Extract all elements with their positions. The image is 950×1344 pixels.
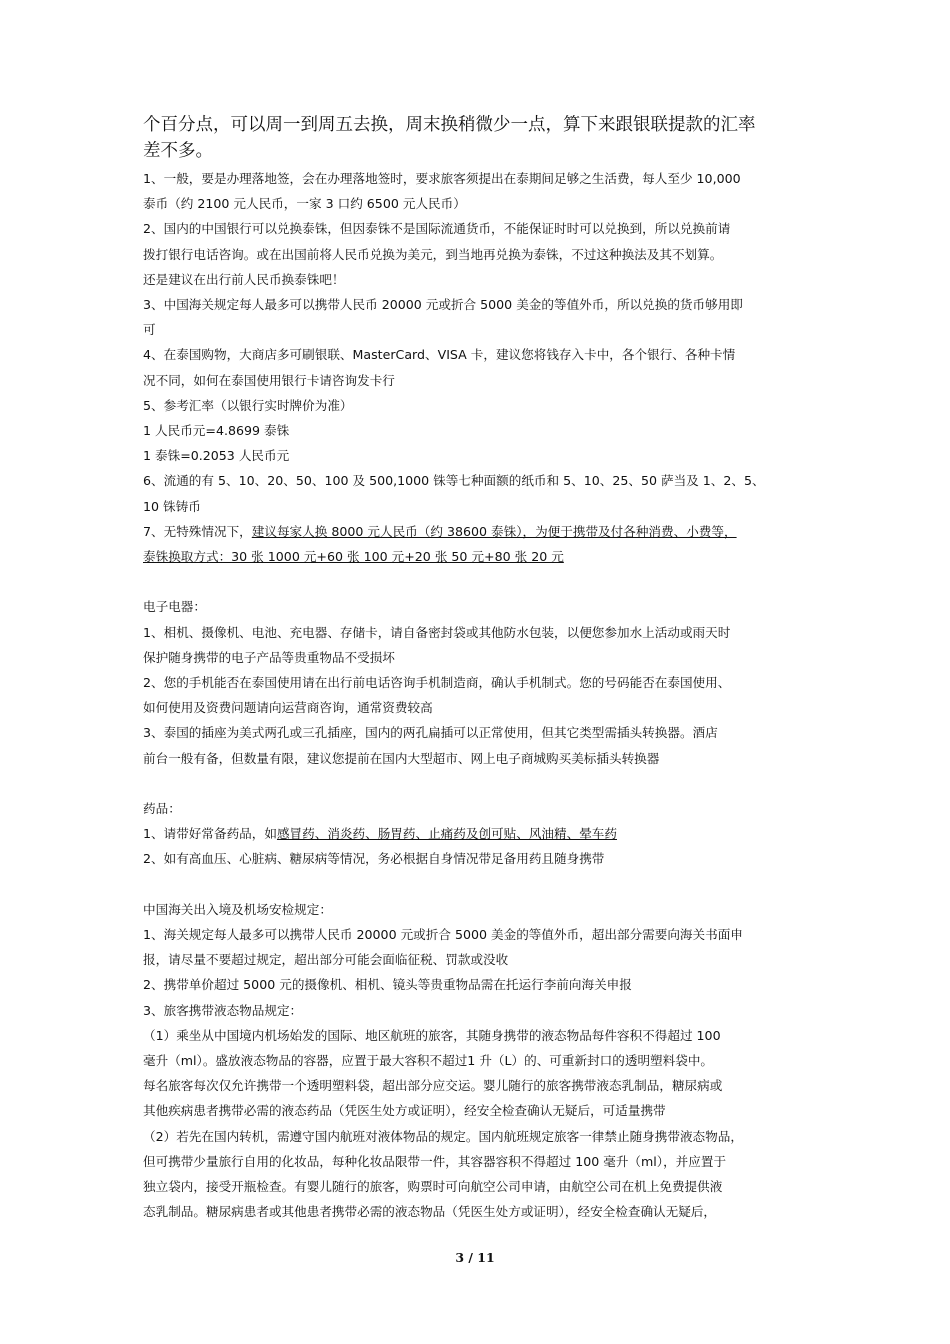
medicine-item-2: 2、如有高血压、心脏病、糖尿病等情况，务必根据自身情况带足备用药且随身携带	[143, 851, 605, 867]
exchange-rate-thb-cny: 1 泰铢=0.2053 人民币元	[143, 448, 290, 464]
currency-item-7	[143, 519, 815, 544]
medicine-section	[143, 796, 815, 872]
intro-line: 个百分点，可以周一到周五去换，周末换稍微少一点，算下来跟银联提款的汇率	[143, 115, 756, 135]
currency-item-4: 4、在泰国购物，大商店多可刷银联、MasterCard、VISA 卡，建议您将钱存入卡中，各个银行、各种卡情	[143, 347, 736, 363]
currency-item-3-cont: 可	[143, 322, 156, 338]
spacer	[143, 569, 815, 594]
liquid-rule-2-cont: 独立袋内，接受开瓶检查。有婴儿随行的旅客，购票时可向航空公司申请，由航空公司在机上免费提供液	[143, 1179, 723, 1195]
medicine-item-1-prefix: 1、请带好常备药品，如	[143, 826, 277, 842]
currency-item-2: 2、国内的中国银行可以兑换泰铢，但因泰铢不是国际流通货币，不能保证时时可以兑换到，所以兑换前请	[143, 221, 731, 237]
exchange-rate-cny-thb: 1 人民币元=4.8699 泰铢	[143, 423, 290, 439]
currency-section	[143, 166, 815, 569]
electronics-item-1: 1、相机、摄像机、电池、充电器、存储卡，请自备密封袋或其他防水包装，以便您参加水上活动或雨天时	[143, 624, 731, 640]
electronics-item-1-cont: 保护随身携带的电子产品等贵重物品不受损坏	[143, 649, 395, 665]
currency-item-7-prefix: 7、无特殊情况下，	[143, 523, 252, 539]
liquid-rule-1-cont: 每名旅客每次仅允许携带一个透明塑料袋，超出部分应交运。婴儿随行的旅客携带液态乳制品，糖尿病或	[143, 1078, 723, 1094]
medicine-item-1-underlined: 感冒药、消炎药、肠胃药、止痛药及创可贴、风油精、晕车药	[276, 826, 617, 842]
spacer	[143, 872, 815, 897]
liquid-rule-1-cont: 其他疾病患者携带必需的液态药品（凭医生处方或证明），经安全检查确认无疑后，可适量携带	[143, 1103, 666, 1119]
currency-item-4-cont: 况不同，如何在泰国使用银行卡请咨询发卡行	[143, 372, 395, 388]
liquid-rule-1-cont: 毫升（ml）。盛放液态物品的容器，应置于最大容积不超过1 升（L）的、可重新封口的透明塑料袋中。	[143, 1053, 714, 1069]
page-number: 3 / 11	[455, 1250, 495, 1265]
medicine-item-1	[143, 821, 815, 846]
electronics-item-3: 3、泰国的插座为美式两孔或三孔插座，国内的两孔扁插可以正常使用，但其它类型需插头转换器。酒店	[143, 725, 718, 741]
currency-item-1: 1、一般，要是办理落地签，会在办理落地签时，要求旅客须提出在泰期间足够之生活费，每人至少 10,000	[143, 171, 741, 186]
customs-item-2: 2、携带单价超过 5000 元的摄像机、相机、镜头等贵重物品需在托运行李前向海关申报	[143, 977, 632, 993]
liquid-rule-2-cont: 态乳制品。糖尿病患者或其他患者携带必需的液态物品（凭医生处方或证明），经安全检查确认无疑后，	[143, 1204, 717, 1220]
currency-item-2-cont: 还是建议在出行前人民币换泰铢吧！	[143, 271, 345, 287]
section-heading: 中国海关出入境及机场安检规定：	[143, 901, 332, 917]
currency-item-2-cont: 拨打银行电话咨询。或在出国前将人民币兑换为美元，到当地再兑换为泰铢，不过这种换法及其不划算。	[143, 246, 723, 262]
electronics-item-2: 2、您的手机能否在泰国使用请在出行前电话咨询手机制造商，确认手机制式。您的号码能否在泰国使用、	[143, 675, 731, 691]
electronics-item-2-cont: 如何使用及资费问题请向运营商咨询，通常资费较高	[143, 700, 433, 716]
currency-item-6-cont: 10 铢铸币	[143, 498, 201, 514]
currency-item-1-cont: 泰币（约 2100 元人民币，一家 3 口约 6500 元人民币）	[143, 196, 466, 212]
customs-section	[143, 897, 815, 1225]
intro-line: 差不多。	[143, 141, 213, 161]
page-content	[143, 112, 815, 1224]
liquid-rule-2: （2）若先在国内转机，需遵守国内航班对液体物品的规定。国内航班规定旅客一律禁止随身携带液态物品，	[143, 1128, 743, 1144]
section-heading: 电子电器：	[143, 599, 206, 615]
liquid-rule-2-cont: 但可携带少量旅行自用的化妆品，每种化妆品限带一件，其容器容积不得超过 100 毫升（ml），并应置于	[143, 1153, 727, 1169]
customs-item-1-cont: 报，请尽量不要超过规定，超出部分可能会面临征税、罚款或没收	[143, 952, 509, 968]
spacer	[143, 771, 815, 796]
currency-item-3: 3、中国海关规定每人最多可以携带人民币 20000 元或折合 5000 美金的等值外币，所以兑换的货币够用即	[143, 297, 743, 313]
liquid-rule-1: （1）乘坐从中国境内机场始发的国际、地区航班的旅客，其随身携带的液态物品每件容积不得超过 100	[143, 1027, 721, 1043]
electronics-section	[143, 594, 815, 770]
currency-item-6: 6、流通的有 5、10、20、50、100 及 500,1000 铢等七种面额的纸币和 5、10、25、50 萨当及 1、2、5、	[143, 473, 765, 489]
customs-item-1: 1、海关规定每人最多可以携带人民币 20000 元或折合 5000 美金的等值外币，超出部分需要向海关书面申	[143, 927, 743, 943]
currency-item-7-underlined: 泰铢换取方式：30 张 1000 元+60 张 100 元+20 张 50 元+80 张 20 元	[143, 549, 564, 565]
currency-item-7-cont	[143, 544, 815, 569]
currency-item-5: 5、参考汇率（以银行实时牌价为准）	[143, 397, 353, 413]
electronics-item-3-cont: 前台一般有备，但数量有限，建议您提前在国内大型超市、网上电子商城购买美标插头转换器	[143, 750, 660, 766]
currency-item-7-underlined: 建议每家人换 8000 元人民币（约 38600 泰铢），为便于携带及付各种消费、小费等，	[251, 523, 737, 539]
customs-item-3: 3、旅客携带液态物品规定：	[143, 1002, 303, 1018]
section-heading: 药品：	[143, 801, 181, 817]
intro-paragraph	[143, 112, 815, 164]
